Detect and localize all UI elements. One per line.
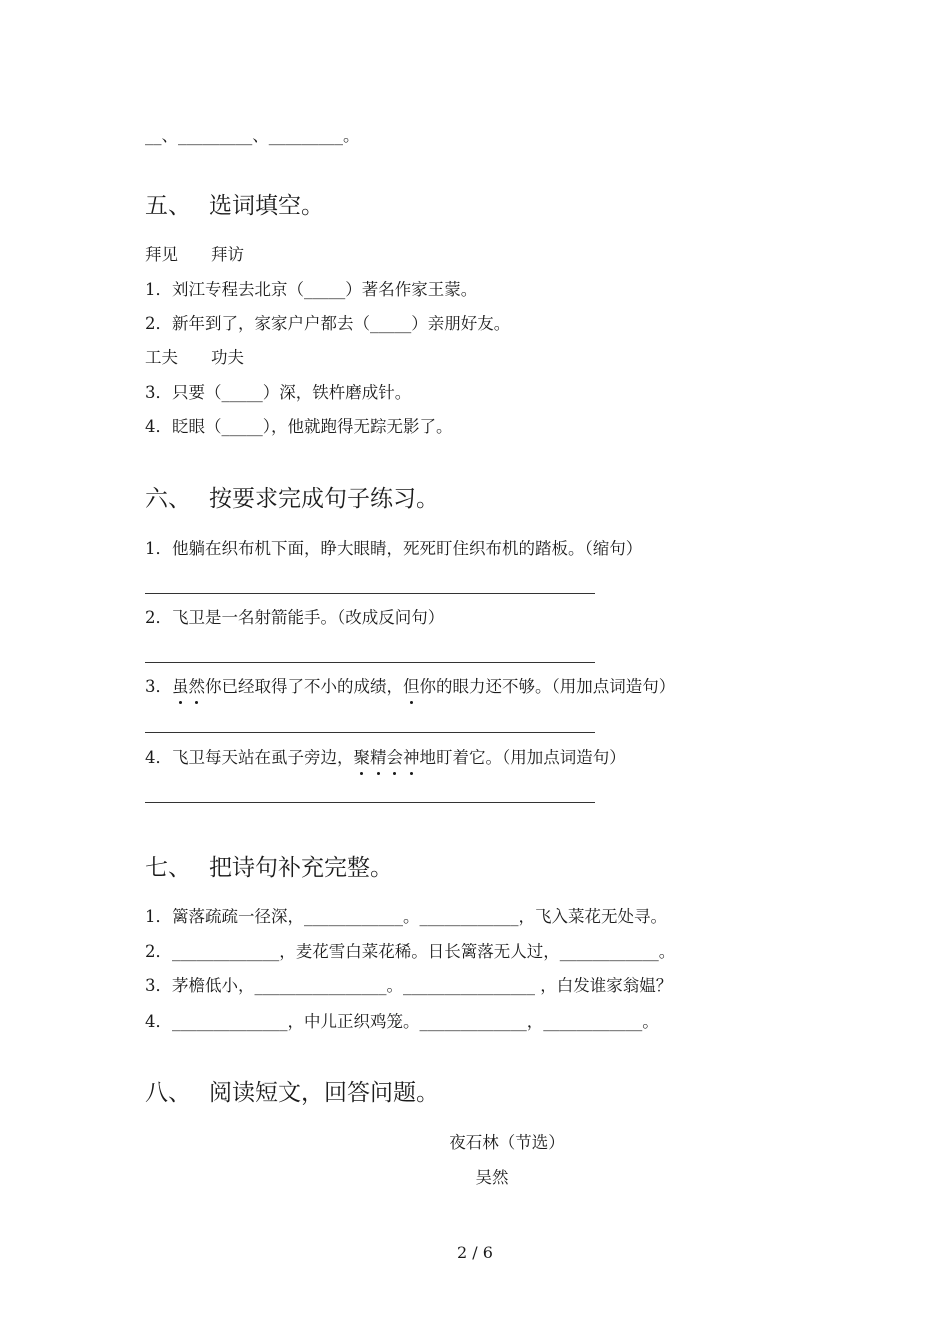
answer-line-1[interactable] xyxy=(145,593,595,594)
section-7-number: 七、 xyxy=(145,855,191,881)
section-7-heading xyxy=(145,853,393,883)
s5-question-1: 1．刘江专程去北京（_____）著名作家王蒙。 xyxy=(145,280,478,299)
answer-line-4[interactable] xyxy=(145,802,595,803)
q4-prefix: 4．飞卫每天站在虱子旁边， xyxy=(145,748,354,767)
section-6-title: 按要求完成句子练习。 xyxy=(209,486,439,512)
dotted-char: 虽 xyxy=(172,675,189,699)
dotted-char: 神 xyxy=(403,746,420,770)
dotted-char: 但 xyxy=(403,675,420,699)
s5-question-3: 3．只要（_____）深，铁杵磨成针。 xyxy=(145,383,412,402)
s6-question-3 xyxy=(145,675,675,699)
section-5-title: 选词填空。 xyxy=(209,193,324,219)
q3-text-middle: 你已经取得了不小的成绩， xyxy=(205,677,403,696)
word-choice-group-2: 工夫 功夫 xyxy=(145,348,244,367)
section-8-number: 八、 xyxy=(145,1080,191,1106)
section-8-title: 阅读短文，回答问题。 xyxy=(209,1080,439,1106)
article-author: 吴然 xyxy=(475,1168,509,1187)
word-choice-group-1: 拜见 拜访 xyxy=(145,245,244,264)
s6-question-4 xyxy=(145,746,626,770)
section-8-heading xyxy=(145,1078,439,1108)
s6-question-2: 2．飞卫是一名射箭能手。（改成反问句） xyxy=(145,608,445,627)
dotted-char: 聚 xyxy=(354,746,371,770)
answer-line-3[interactable] xyxy=(145,732,595,733)
article-title: 夜石林（节选） xyxy=(449,1133,565,1152)
section-6-heading xyxy=(145,484,439,514)
s5-question-2: 2．新年到了，家家户户都去（_____）亲朋好友。 xyxy=(145,314,511,333)
q3-prefix: 3． xyxy=(145,677,172,696)
s7-question-4: 4．______________，中儿正织鸡笼。_____________，____________。 xyxy=(145,1012,659,1031)
s7-question-3: 3．茅檐低小，________________。________________ ，白发谁家翁媪？ xyxy=(145,976,673,995)
s7-question-2: 2．_____________，麦花雪白菜花稀。日长篱落无人过，____________。 xyxy=(145,942,676,961)
answer-line-2[interactable] xyxy=(145,662,595,663)
dotted-char: 然 xyxy=(189,675,206,699)
section-6-number: 六、 xyxy=(145,486,191,512)
previous-question-blanks: __、_________、_________。 xyxy=(145,126,360,145)
section-7-title: 把诗句补充完整。 xyxy=(209,855,393,881)
s6-question-1: 1．他躺在织布机下面，睁大眼睛，死死盯住织布机的踏板。（缩句） xyxy=(145,539,643,558)
dotted-char: 会 xyxy=(387,746,404,770)
section-5-heading xyxy=(145,191,324,221)
s5-question-4: 4．眨眼（_____），他就跑得无踪无影了。 xyxy=(145,417,453,436)
q3-text-end: 你的眼力还不够。（用加点词造句） xyxy=(419,677,676,696)
section-5-number: 五、 xyxy=(145,193,191,219)
s7-question-1: 1．篱落疏疏一径深，____________。____________，飞入菜花无处寻。 xyxy=(145,907,667,926)
q4-text-end: 地盯着它。（用加点词造句） xyxy=(419,748,626,767)
dotted-char: 精 xyxy=(370,746,387,770)
page-number: 2 / 6 xyxy=(457,1243,493,1262)
